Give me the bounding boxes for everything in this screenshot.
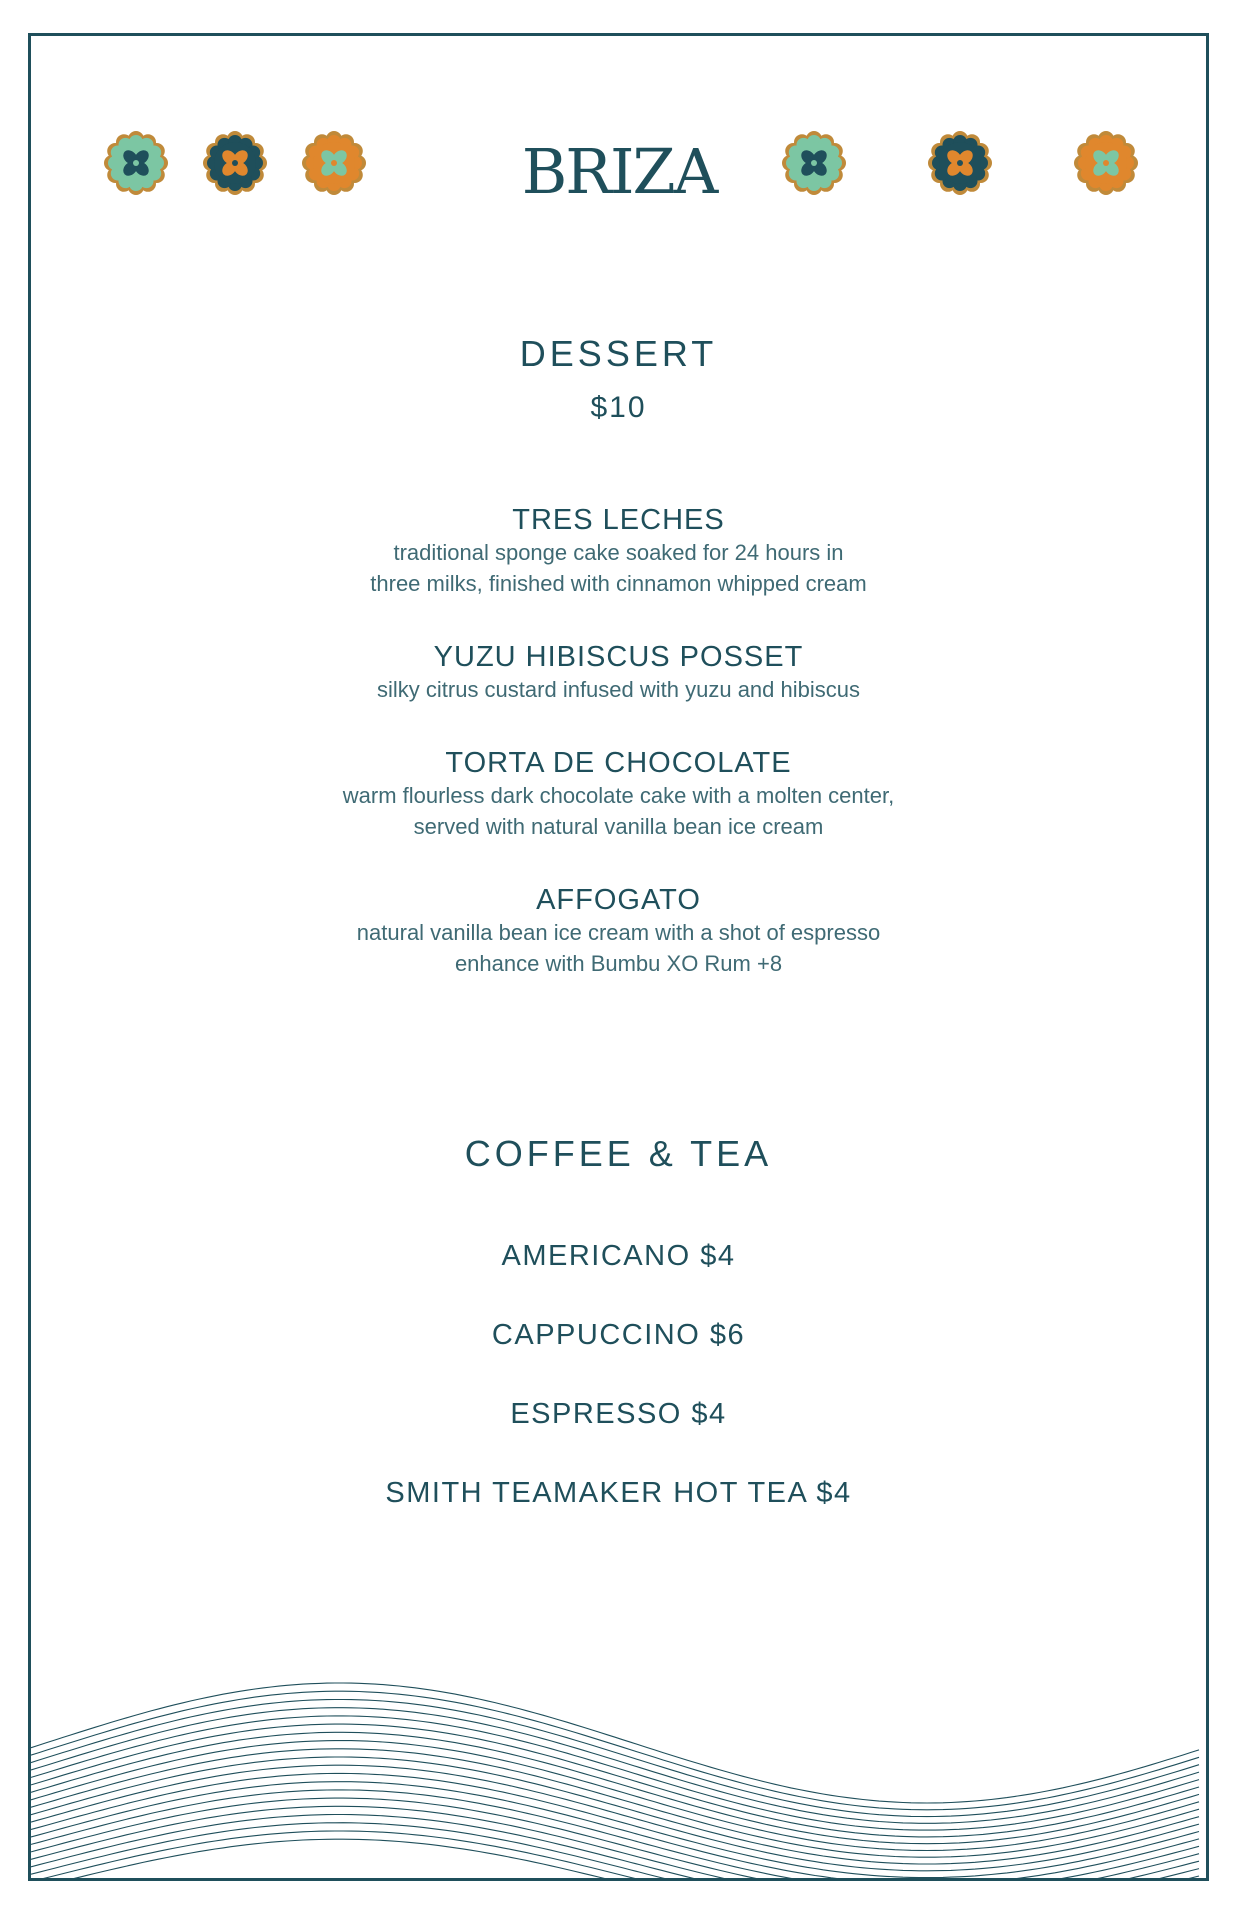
- item-name: TRES LECHES: [512, 504, 725, 536]
- menu-header: [31, 131, 1206, 231]
- dessert-item: [31, 640, 1206, 705]
- drink-item: SMITH TEAMAKER HOT TEA $4: [385, 1477, 852, 1509]
- drink-item: CAPPUCCINO $6: [491, 1319, 746, 1351]
- menu-page: [28, 33, 1209, 1881]
- item-description: warm flourless dark chocolate cake with a molten center,: [342, 783, 895, 808]
- item-description: enhance with Bumbu XO Rum +8: [454, 951, 783, 976]
- flower-medallion-icon: [928, 131, 992, 195]
- dessert-item: [31, 883, 1206, 979]
- coffee-title: COFFEE & TEA: [464, 1133, 773, 1174]
- item-description: silky citrus custard infused with yuzu and hibiscus: [377, 677, 860, 702]
- item-description: three milks, finished with cinnamon whipped cream: [370, 571, 867, 596]
- item-name: TORTA DE CHOCOLATE: [445, 747, 792, 779]
- item-description: traditional sponge cake soaked for 24 hours in: [393, 540, 844, 565]
- flower-medallion-icon: [1074, 131, 1138, 195]
- briza-logo: [31, 131, 1206, 211]
- wave-pattern: [31, 1648, 1206, 1878]
- item-description: natural vanilla bean ice cream with a shot of espresso: [356, 920, 881, 945]
- drink-item: AMERICANO $4: [501, 1240, 736, 1272]
- item-name: AFFOGATO: [536, 884, 701, 916]
- dessert-item: [31, 503, 1206, 599]
- dessert-item: [31, 746, 1206, 842]
- item-name: YUZU HIBISCUS POSSET: [433, 641, 804, 673]
- dessert-price: $10: [590, 391, 647, 424]
- flower-medallion-icon: [782, 131, 846, 195]
- logo-text: BRIZA: [521, 135, 716, 208]
- item-description: served with natural vanilla bean ice cream: [413, 814, 824, 839]
- dessert-title: DESSERT: [519, 333, 718, 374]
- drink-item: ESPRESSO $4: [510, 1398, 727, 1430]
